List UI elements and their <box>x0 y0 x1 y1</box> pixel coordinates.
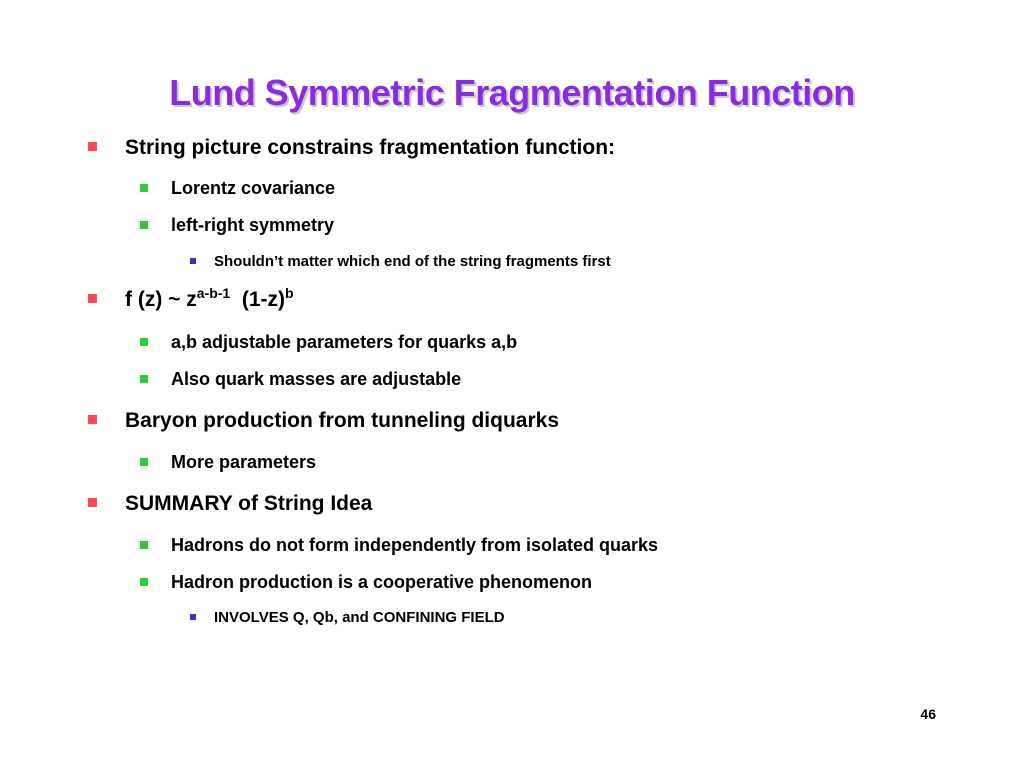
green-square-bullet-icon <box>140 458 148 466</box>
bullet-involves-confining-field <box>190 609 505 626</box>
green-square-bullet-icon <box>140 221 148 229</box>
bullet-hadrons-not-independent <box>140 535 658 556</box>
formula-prefix: f (z) ~ z <box>125 288 197 311</box>
blue-square-bullet-icon <box>190 614 196 620</box>
bullet-text: INVOLVES Q, Qb, and CONFINING FIELD <box>214 609 505 626</box>
bullet-lorentz-covariance <box>140 178 335 199</box>
bullet-string-fragments-end <box>190 253 611 270</box>
formula <box>125 285 294 312</box>
bullet-text: String picture constrains fragmentation function: <box>125 136 616 159</box>
bullet-text: Hadrons do not form independently from isolated quarks <box>171 535 659 555</box>
bullet-text: Shouldn’t matter which end of the string fragments first <box>214 253 611 270</box>
green-square-bullet-icon <box>140 184 148 192</box>
bullet-text: a,b adjustable parameters for quarks a,b <box>171 332 518 352</box>
red-square-bullet-icon <box>88 294 97 303</box>
bullet-baryon-production <box>88 409 559 433</box>
red-square-bullet-icon <box>88 142 97 151</box>
bullet-text: Lorentz covariance <box>171 178 336 198</box>
formula-exponent-2: b <box>285 285 294 301</box>
formula-middle: (1-z) <box>241 288 286 311</box>
bullet-text: Baryon production from tunneling diquarks <box>125 409 560 432</box>
green-square-bullet-icon <box>140 338 148 346</box>
formula-exponent-1: a-b-1 <box>196 285 231 301</box>
page-number: 46 <box>920 706 936 722</box>
blue-square-bullet-icon <box>190 258 196 264</box>
bullet-summary <box>88 492 372 516</box>
green-square-bullet-icon <box>140 375 148 383</box>
bullet-text: SUMMARY of String Idea <box>125 492 373 515</box>
bullet-text: Hadron production is a cooperative phenomenon <box>171 572 593 592</box>
bullet-more-parameters <box>140 452 316 473</box>
slide-title: Lund Symmetric Fragmentation Function <box>169 72 855 113</box>
bullet-cooperative-phenomenon <box>140 572 592 593</box>
red-square-bullet-icon <box>88 498 97 507</box>
green-square-bullet-icon <box>140 578 148 586</box>
bullet-text: Also quark masses are adjustable <box>171 369 462 389</box>
bullet-string-picture <box>88 136 615 160</box>
bullet-text: left-right symmetry <box>171 215 335 235</box>
bullet-fragmentation-formula <box>88 285 294 312</box>
red-square-bullet-icon <box>88 415 97 424</box>
bullet-left-right-symmetry <box>140 215 334 236</box>
bullet-text: More parameters <box>171 452 317 472</box>
bullet-quark-masses <box>140 369 461 390</box>
green-square-bullet-icon <box>140 541 148 549</box>
bullet-adjustable-parameters <box>140 332 517 353</box>
